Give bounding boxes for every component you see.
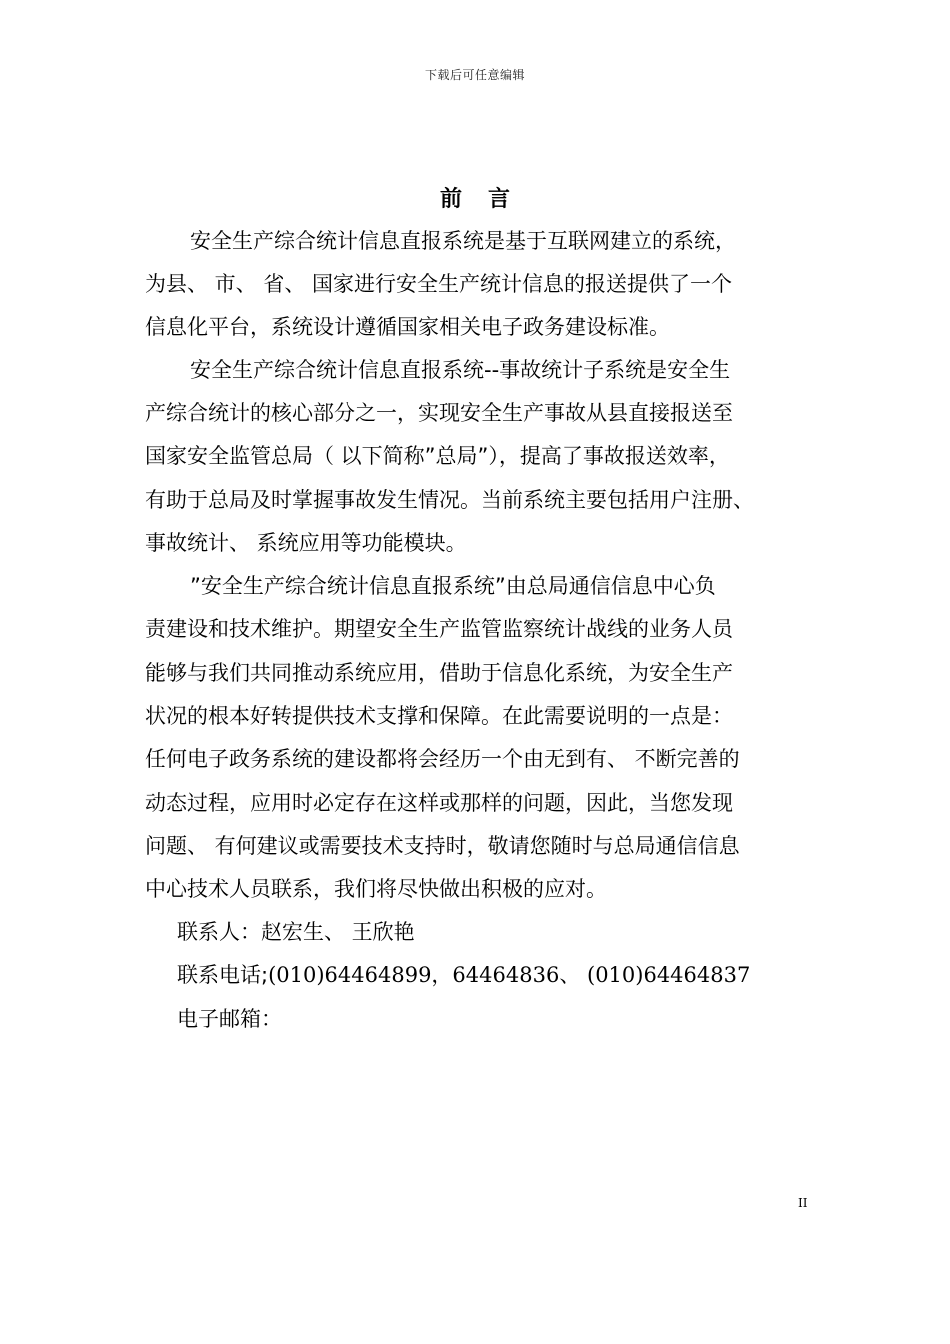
text-line: 状况的根本好转提供技术支撑和保障。在此需要说明的一点是：: [145, 704, 733, 728]
text-line: 产综合统计的核心部分之一，实现安全生产事故从县直接报送至: [145, 401, 733, 425]
text-line: 为县、 市、 省、 国家进行安全生产统计信息的报送提供了一个: [145, 272, 733, 296]
title-char-1: 前: [439, 187, 462, 212]
contact-phone-label: 联系电话;: [177, 963, 269, 987]
page-title: [0, 182, 950, 213]
text-line: 事故统计、 系统应用等功能模块。: [145, 531, 467, 555]
text-line: 安全生产综合统计信息直报系统--事故统计子系统是安全生: [190, 358, 731, 382]
text-line: 任何电子政务系统的建设都将会经历一个由无到有、 不断完善的: [145, 747, 740, 771]
text-line: 问题、 有何建议或需要技术支持时，敬请您随时与总局通信信息: [145, 834, 740, 858]
page-header-note: 下载后可任意编辑: [424, 68, 525, 82]
contact-phone: [177, 961, 750, 989]
page-number: II: [798, 1196, 808, 1210]
title-char-2: 言: [488, 187, 511, 212]
text-line: 国家安全监管总局（ 以下简称”总局”），提高了事故报送效率，: [145, 444, 730, 468]
contact-person: 联系人：赵宏生、 王欣艳: [177, 920, 415, 944]
text-line: 信息化平台，系统设计遵循国家相关电子政务建设标准。: [145, 315, 670, 339]
contact-phone-numbers: (010)64464899，64464836、 (010)64464837: [268, 963, 751, 987]
text-line: 中心技术人员联系，我们将尽快做出积极的应对。: [145, 877, 607, 901]
text-line: 能够与我们共同推动系统应用，借助于信息化系统，为安全生产: [145, 661, 733, 685]
text-line: 有助于总局及时掌握事故发生情况。当前系统主要包括用户注册、: [145, 488, 754, 512]
text-line: 安全生产综合统计信息直报系统是基于互联网建立的系统，: [190, 229, 736, 253]
text-line: 责建设和技术维护。期望安全生产监管监察统计战线的业务人员: [145, 617, 733, 641]
contact-email-label: 电子邮箱：: [177, 1007, 282, 1031]
text-line: ”安全生产综合统计信息直报系统”由总局通信信息中心负: [190, 574, 716, 598]
text-line: 动态过程，应用时必定存在这样或那样的问题，因此，当您发现: [145, 791, 733, 815]
